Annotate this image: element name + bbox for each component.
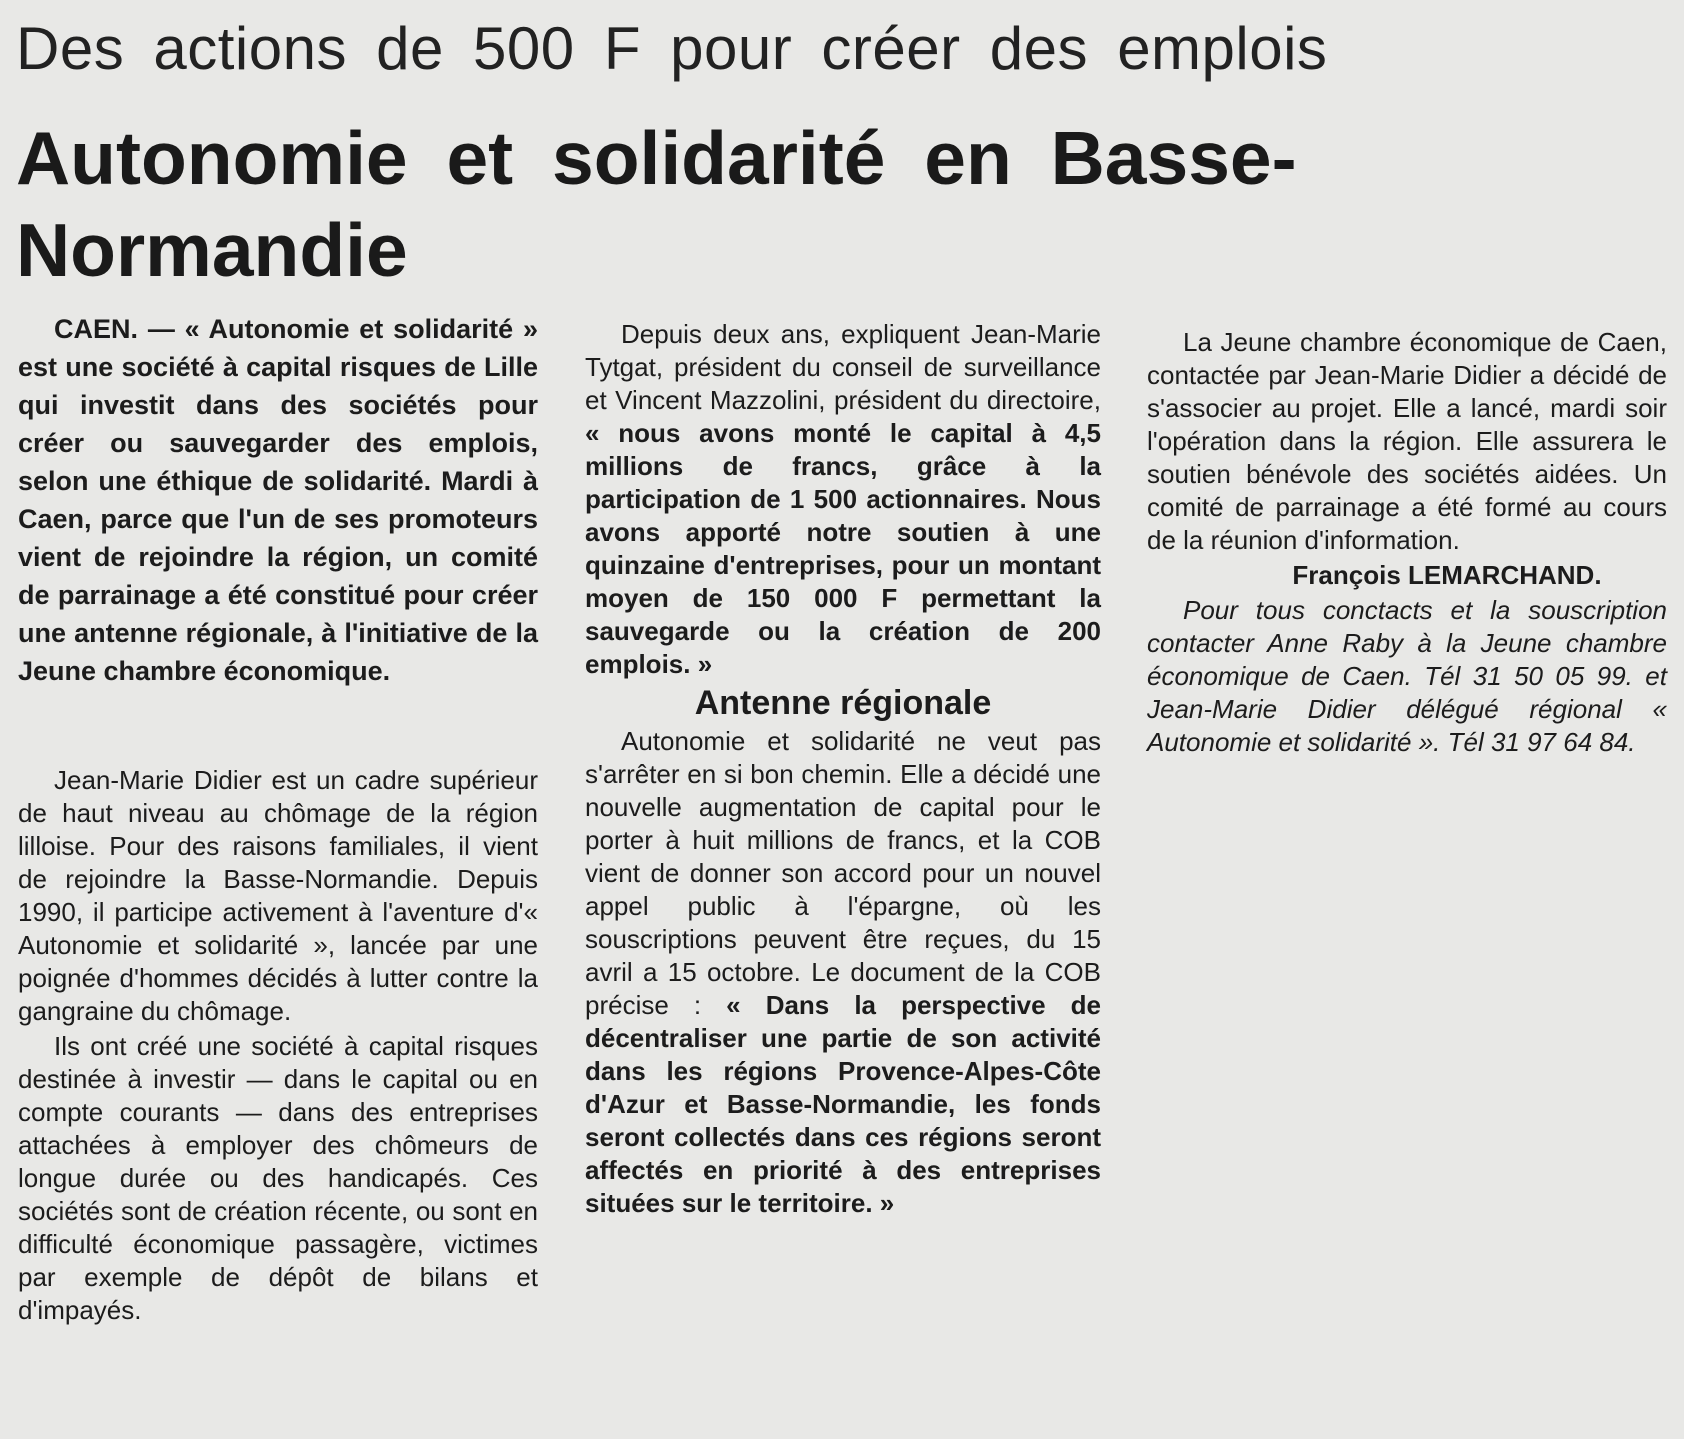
spacer xyxy=(18,690,538,764)
kicker-title: Des actions de 500 F pour créer des emplois xyxy=(16,15,1328,82)
column-1 xyxy=(18,310,538,1325)
subhead: Antenne régionale xyxy=(694,684,992,722)
contact-note: Pour tous conctacts et la souscription contacter Anne Raby à la Jeune chambre économique de Caen. Tél 31 50 05 99. et Jean-Marie Didier délégué régional « Autonomie et solidarité ». Tél 31 97 64 84. xyxy=(1147,595,1667,757)
lead-paragraph xyxy=(18,310,538,690)
byline: François LEMARCHAND. xyxy=(1292,560,1602,590)
lead-text: « Autonomie et solidarité » est une société à capital risques de Lille qui investit dans des sociétés pour créer ou sauvegarder des emplois, selon une éthique de solidarité. Mardi à Caen, parce que l'un de ses promoteurs vient de rejoindre la région, un comité de parrainage a été constitué pour créer une antenne régionale, à l'initiative de la Jeune chambre économique. xyxy=(18,314,538,686)
body-paragraph-1: Jean-Marie Didier est un cadre supérieur de haut niveau au chômage de la région lilloise. Pour des raisons familiales, il vient de rejoindre la Basse-Normandie. Depuis 1990, il participe activement à l'aventure d'« Autonomie et solidarité », lancée par une poignée d'hommes décidés à lutter contre la gangraine du chômage. xyxy=(18,765,538,1026)
body-paragraph-3 xyxy=(585,318,1101,681)
paragraph-3-text: Depuis deux ans, expliquent Jean-Marie Tytgat, président du conseil de surveillance et Vincent Mazzolini, président du directoire, xyxy=(585,319,1101,415)
body-paragraph-5: La Jeune chambre économique de Caen, contactée par Jean-Marie Didier a décidé de s'associer au projet. Elle a lancé, mardi soir l'opération dans la région. Elle assurera le soutien bénévole des sociétés aidées. Un comité de parrainage a été formé au cours de la réunion d'information. xyxy=(1147,327,1667,555)
quote-1: « nous avons monté le capital à 4,5 millions de francs, grâce à la participation de 1 500 actionnaires. Nous avons apporté notre soutien à une quinzaine d'entreprises, pour un montant moyen de 150 000 F permettant la sauvegarde ou la création de 200 emplois. » xyxy=(585,418,1101,679)
column-3 xyxy=(1147,326,1667,759)
quote-2: « Dans la perspective de décentraliser une partie de son activité dans les régions Provence-Alpes-Côte d'Azur et Basse-Normandie, les fonds seront collectés dans ces régions seront affectés en priorité à des entreprises situées sur le territoire. » xyxy=(585,990,1101,1218)
body-paragraph-2: Ils ont créé une société à capital risques destinée à investir — dans le capital ou en compte courants — dans des entreprises attachées à employer des chômeurs de longue durée ou des handicapés. Ces sociétés sont de création récente, ou sont en difficulté économique passagère, victimes par exemple de dépôt de bilans et d'impayés. xyxy=(18,1031,538,1325)
headline: Autonomie et solidarité en Basse-Normandie xyxy=(16,116,1297,292)
dateline: CAEN. — xyxy=(54,314,175,344)
body-paragraph-4 xyxy=(585,725,1101,1220)
paragraph-4-text: Autonomie et solidarité ne veut pas s'arrêter en si bon chemin. Elle a décidé une nouvelle augmentation de capital pour le porter à huit millions de francs, et la COB vient de donner son accord pour un nouvel appel public à l'épargne, où les souscriptions peuvent être reçues, du 15 avril a 15 octobre. Le document de la COB précise : xyxy=(585,726,1101,1020)
column-2 xyxy=(585,318,1101,1220)
